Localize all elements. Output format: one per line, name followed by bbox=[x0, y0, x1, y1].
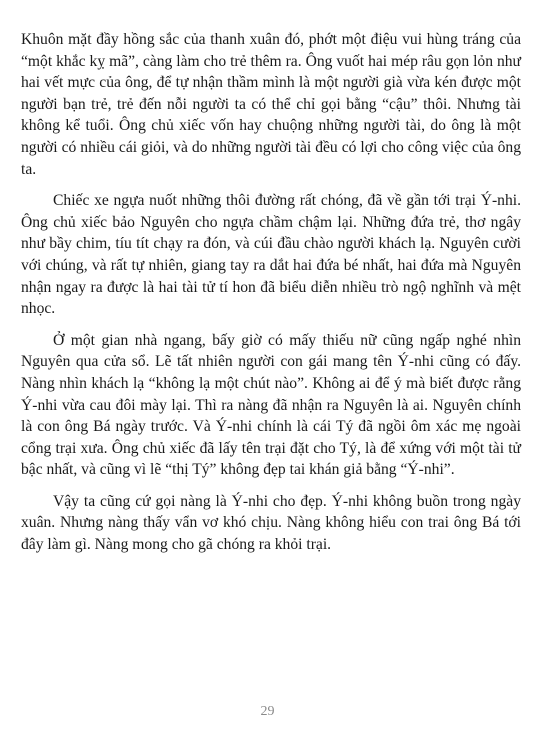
paragraph-4: Vậy ta cũng cứ gọi nàng là Ý-nhi cho đẹp. Ý-nhi không buồn trong ngày xuân. Nhưng nàng thấy vẩn vơ khó chịu. Nàng không hiểu con trai ông Bá tới đây làm gì. Nàng mong cho gã chóng ra khỏi trại. bbox=[21, 492, 521, 554]
paragraph-1: Khuôn mặt đầy hồng sắc của thanh xuân đó, phớt một điệu vui hùng tráng của “một khắc kỵ mã”, càng làm cho trẻ thêm ra. Ông vuốt hai mép râu gọn lỏn như hai vết mực của ông, để tự nhận thầm mình là một người già vừa kén được một người bạn trẻ, trẻ đến nỗi người ta có thể chỉ gọi bằng “cậu” thôi. Nhưng tài không kể tuổi. Ông chủ xiếc vốn hay chuộng những người tài, do ông là một người có nhiều cái giỏi, và do những người tài đều có lợi cho công việc của ông ta. bbox=[21, 31, 521, 178]
body-text bbox=[21, 29, 521, 566]
page-number: 29 bbox=[260, 704, 275, 719]
paragraph-2: Chiếc xe ngựa nuốt những thôi đường rất chóng, đã về gần tới trại Ý-nhi. Ông chủ xiếc bảo Nguyên cho ngựa chầm chậm lại. Những đứa trẻ, thơ ngây như bầy chim, tíu tít chạy ra đón, và cúi đầu chào người khách lạ. Nguyên cười với chúng, và rất tự nhiên, giang tay ra dắt hai đứa bé nhất, hai đứa mà Nguyên nhận ngay ra được là hai tài tử tí hon đã biểu diễn nhiều trò ngộ nghĩnh và mệt nhọc. bbox=[21, 192, 521, 318]
paragraph-3: Ở một gian nhà ngang, bấy giờ có mấy thiếu nữ cũng ngấp nghé nhìn Nguyên qua cửa sổ. Lẽ tất nhiên người con gái mang tên Ý-nhi cũng có đấy. Nàng nhìn khách lạ “không lạ một chút nào”. Không ai để ý mà biết được rằng Ý-nhi vừa cau đôi mày lại. Thì ra nàng đã nhận ra Nguyên là ai. Nguyên chính là con ông Bá ngày trước. Và Ý-nhi chính là cái Tý đã ngồi ôm xác mẹ ngoài cổng trại xưa. Ông chủ xiếc đã lấy tên trại đặt cho Tý, là để xứng với một tài tử bậc nhất, và cũng vì lẽ “thị Tý” không đẹp tai khán giả bằng “Ý-nhi”. bbox=[21, 331, 521, 479]
